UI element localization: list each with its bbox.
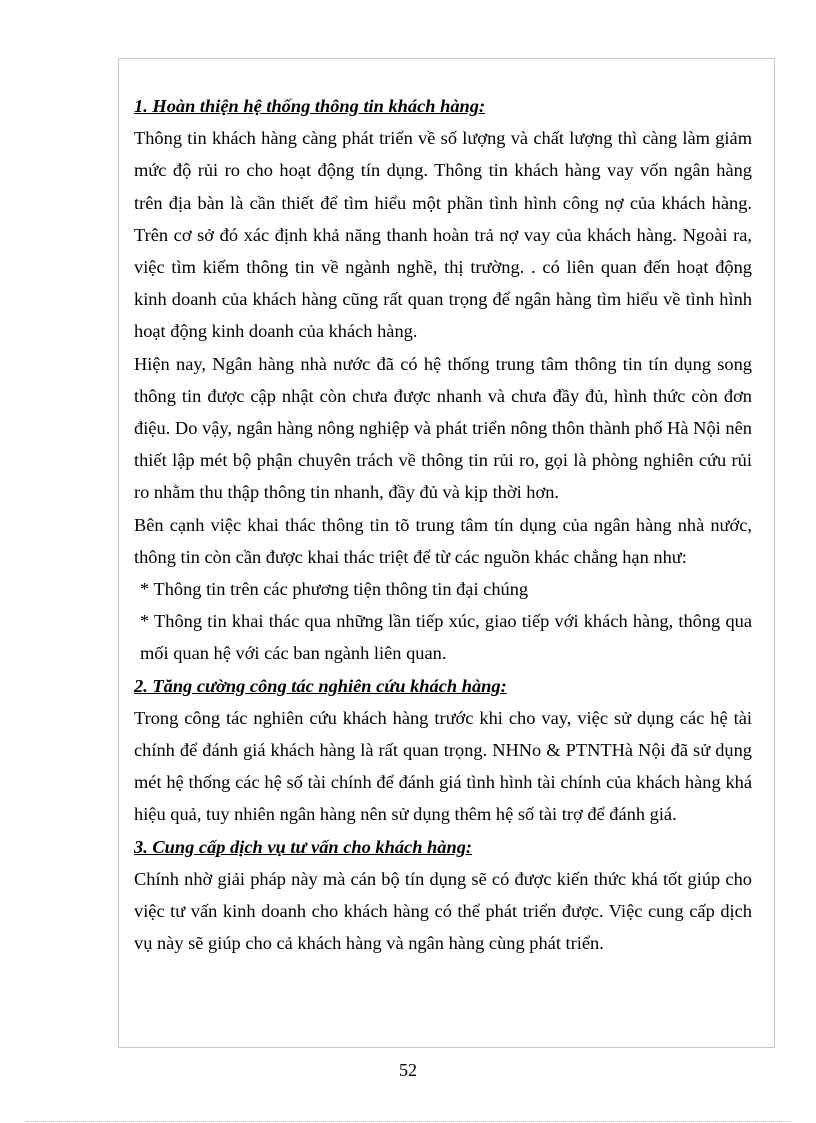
- paragraph: Chính nhờ giải pháp này mà cán bộ tín dụng sẽ có được kiến thức khá tốt giúp cho việc tư vấn kinh doanh cho khách hàng có thể phát triển được. Việc cung cấp dịch vụ này sẽ giúp cho cả khách hàng và ngân hàng cùng phát triển.: [134, 868, 752, 954]
- bullet-item: * Thông tin trên các phương tiện thông tin đại chúng: [140, 579, 529, 600]
- bullet-item: * Thông tin khai thác qua những lần tiếp xúc, giao tiếp với khách hàng, thông qua mối quan hệ với các ban ngành liên quan.: [140, 611, 752, 664]
- paragraph: Hiện nay, Ngân hàng nhà nước đã có hệ thống trung tâm thông tin tín dụng song thông tin được cập nhật còn chưa được nhanh và chưa đầy đủ, hình thức còn đơn điệu. Do vậy, ngân hàng nông nghiệp và phát triển nông thôn thành phố Hà Nội nên thiết lập mét bộ phận chuyên trách về thông tin rủi ro, gọi là phòng nghiên cứu rủi ro nhằm thu thập thông tin nhanh, đầy đủ và kịp thời hơn.: [134, 353, 752, 503]
- paragraph: Bên cạnh việc khai thác thông tin tõ trung tâm tín dụng của ngân hàng nhà nước, thông tin còn cần được khai thác triệt để từ các nguồn khác chẳng hạn như:: [134, 514, 752, 567]
- section-heading: 3. Cung cấp dịch vụ tư vấn cho khách hàng:: [134, 836, 473, 857]
- footer-divider: [26, 1121, 790, 1122]
- section-consulting-services: [134, 831, 752, 960]
- section-customer-information: [134, 90, 752, 670]
- section-heading: 2. Tăng cường công tác nghiên cứu khách hàng:: [134, 675, 507, 696]
- section-heading: 1. Hoàn thiện hệ thống thông tin khách hàng:: [134, 96, 486, 116]
- page-number: 52: [399, 1060, 417, 1080]
- paragraph: Trong công tác nghiên cứu khách hàng trước khi cho vay, việc sử dụng các hệ tài chính để đánh giá khách hàng là rất quan trọng. NHNo & PTNTHà Nội đã sử dụng mét hệ thống các hệ số tài chính để đánh giá tình hình tài chính của khách hàng khá hiệu quả, tuy nhiên ngân hàng nên sử dụng thêm hệ số tài trợ để đánh giá.: [134, 707, 752, 825]
- section-customer-research: [134, 670, 752, 831]
- paragraph: Thông tin khách hàng càng phát triển về số lượng và chất lượng thì càng làm giảm mức độ rủi ro cho hoạt động tín dụng. Thông tin khách hàng vay vốn ngân hàng trên địa bàn là cần thiết để tìm hiểu một phần tình hình công nợ của khách hàng. Trên cơ sở đó xác định khả năng thanh hoàn trả nợ vay của khách hàng. Ngoài ra, việc tìm kiếm thông tin về ngành nghề, thị trường. . có liên quan đến hoạt động kinh doanh của khách hàng cũng rất quan trọng để ngân hàng tìm hiểu về tình hình hoạt động kinh doanh của khách hàng.: [134, 128, 752, 342]
- document-body: [134, 90, 752, 959]
